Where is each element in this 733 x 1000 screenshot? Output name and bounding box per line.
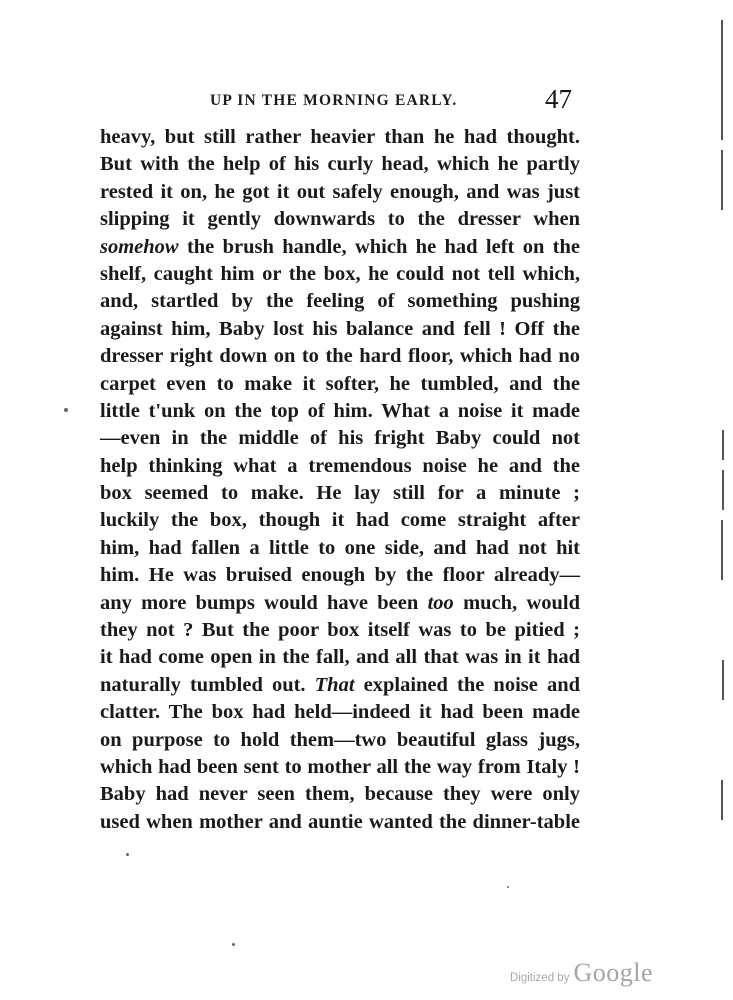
dust-speck — [64, 408, 68, 412]
scan-edge-line — [722, 470, 724, 510]
page-number: 47 — [545, 84, 572, 114]
text-line: box seemed to make. He lay still for a minute ; — [100, 482, 580, 505]
digitized-label: Digitized by — [510, 972, 570, 984]
dust-speck — [232, 943, 235, 946]
scan-edge-line — [721, 150, 723, 210]
text-run: explained the noise and — [363, 673, 580, 696]
body-text — [100, 124, 580, 836]
text-line: which had been sent to mother all the way from Italy ! — [100, 755, 580, 778]
text-run: any more bumps would have been — [100, 591, 419, 614]
digitized-by-watermark — [510, 958, 653, 988]
italic-emphasis: That — [314, 673, 355, 696]
italic-emphasis: too — [427, 591, 454, 614]
text-line: him. He was bruised enough by the floor already— — [100, 564, 580, 587]
text-line: dresser right down on to the hard floor, which had no — [100, 345, 580, 368]
scan-edge-line — [721, 20, 723, 140]
text-run: the brush handle, which he had left on the — [186, 235, 581, 258]
text-line: slipping it gently downwards to the dresser when — [100, 208, 580, 231]
text-line: they not ? But the poor box itself was to be pitied ; — [100, 619, 580, 642]
text-line: clatter. The box had held—indeed it had been made — [100, 701, 580, 724]
scan-edge-line — [722, 660, 724, 700]
text-line: But with the help of his curly head, which he partly — [100, 153, 580, 176]
text-line — [100, 234, 580, 261]
dust-speck — [126, 853, 129, 856]
text-line: heavy, but still rather heavier than he had thought. — [100, 126, 580, 148]
text-line: against him, Baby lost his balance and fell ! Off the — [100, 317, 580, 340]
text-line — [100, 672, 580, 699]
text-line: luckily the box, though it had come straight after — [100, 509, 580, 532]
text-line: it had come open in the fall, and all that was in it had — [100, 646, 580, 669]
text-line: on purpose to hold them—two beautiful glass jugs, — [100, 728, 580, 751]
italic-emphasis: somehow — [100, 235, 179, 258]
scan-edge-line — [722, 430, 724, 460]
text-line: help thinking what a tremendous noise he and the — [100, 454, 580, 477]
text-line: Baby had never seen them, because they were only — [100, 783, 580, 806]
page-header — [100, 84, 578, 120]
scan-edge-line — [721, 520, 723, 580]
text-run: naturally tumbled out. — [100, 673, 306, 696]
scan-edge-line — [721, 780, 723, 820]
text-line: used when mother and auntie wanted the dinner-table — [100, 810, 580, 833]
google-logo: Google — [573, 958, 653, 987]
text-line: and, startled by the feeling of something pushing — [100, 290, 580, 313]
text-run: much, would — [463, 591, 581, 614]
text-line: rested it on, he got it out safely enough, and was just — [100, 180, 580, 203]
text-line: shelf, caught him or the box, he could not tell which, — [100, 262, 580, 285]
dust-speck — [507, 886, 509, 888]
text-line: carpet even to make it softer, he tumbled, and the — [100, 372, 580, 395]
text-line: him, had fallen a little to one side, and had not hit — [100, 536, 580, 559]
text-line — [100, 590, 580, 617]
text-line: little t'unk on the top of him. What a noise it made — [100, 399, 580, 422]
text-line: —even in the middle of his fright Baby could not — [100, 427, 580, 450]
running-head: UP IN THE MORNING EARLY. — [210, 92, 458, 109]
